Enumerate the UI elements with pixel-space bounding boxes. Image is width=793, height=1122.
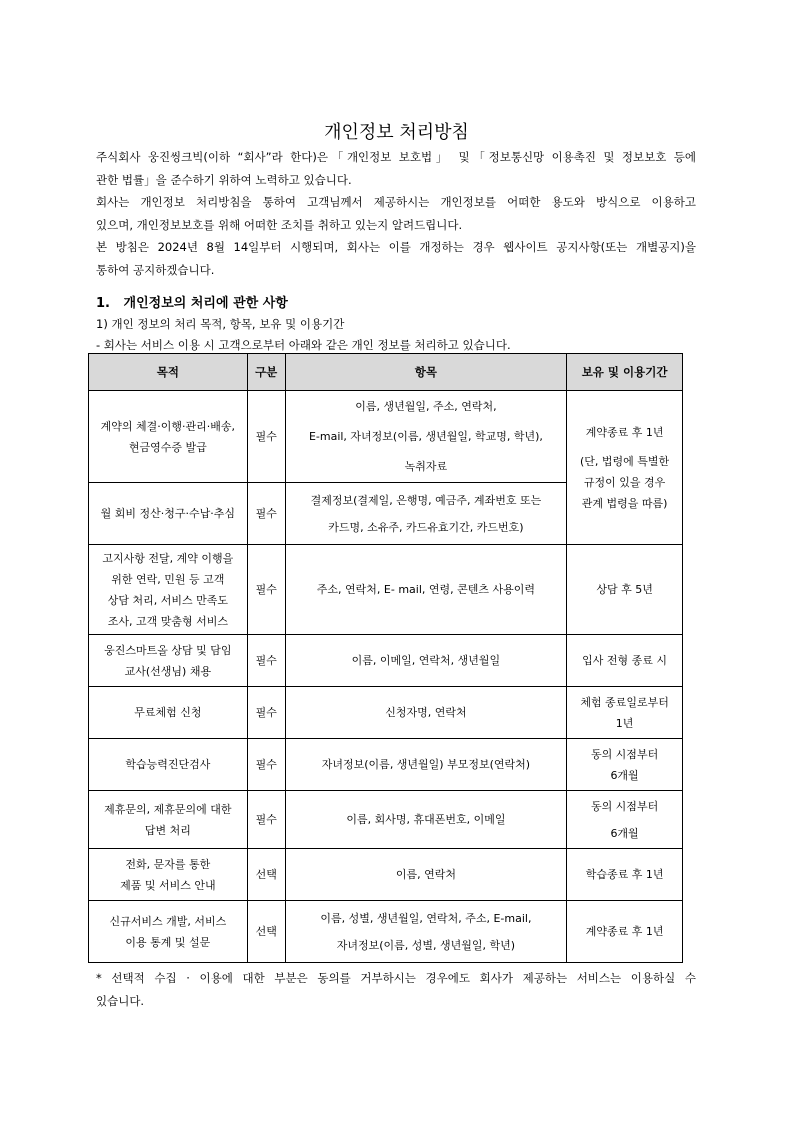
items-cell: 주소, 연락처, E- mail, 연령, 콘텐츠 사용이력 bbox=[285, 545, 566, 635]
table-row bbox=[89, 687, 683, 739]
cell-line: 규정이 있을 경우 bbox=[583, 475, 666, 489]
cell-line: 녹취자료 bbox=[404, 460, 448, 473]
type-cell: 선택 bbox=[247, 849, 285, 901]
purpose-cell bbox=[89, 391, 248, 483]
table-row bbox=[89, 791, 683, 849]
cell-line: 6개월 bbox=[610, 768, 639, 782]
items-cell: 이름, 회사명, 휴대폰번호, 이메일 bbox=[285, 791, 566, 849]
table-row bbox=[89, 545, 683, 635]
header-items: 항목 bbox=[285, 354, 566, 391]
purpose-cell bbox=[89, 791, 248, 849]
cell-line: 동의 시점부터 bbox=[590, 747, 659, 761]
cell-line: 관계 법령을 따름) bbox=[581, 496, 668, 510]
type-cell: 필수 bbox=[247, 391, 285, 483]
type-cell: 필수 bbox=[247, 545, 285, 635]
table-row bbox=[89, 391, 683, 483]
purpose-cell bbox=[89, 901, 248, 963]
purpose-cell bbox=[89, 635, 248, 687]
items-cell: 자녀정보(이름, 생년월일) 부모정보(연락처) bbox=[285, 739, 566, 791]
table-row bbox=[89, 739, 683, 791]
footnote-line: * 선택적 수집 · 이용에 대한 부분은 동의를 거부하시는 경우에도 회사가 제공하는 서비스는 이용하실 수 bbox=[96, 971, 696, 985]
table-header-row bbox=[89, 354, 683, 391]
cell-line: 조사, 고객 맞춤형 서비스 bbox=[107, 614, 228, 628]
privacy-table bbox=[88, 353, 683, 963]
items-cell: 이름, 연락처 bbox=[285, 849, 566, 901]
cell-line: 신규서비스 개발, 서비스 bbox=[109, 914, 227, 928]
period-cell: 학습종료 후 1년 bbox=[567, 849, 683, 901]
cell-line: 계약종료 후 1년 bbox=[585, 425, 664, 439]
header-period: 보유 및 이용기간 bbox=[567, 354, 683, 391]
items-cell: 신청자명, 연락처 bbox=[285, 687, 566, 739]
cell-line: 고지사항 전달, 계약 이행을 bbox=[102, 551, 234, 565]
subsection-desc: - 회사는 서비스 이용 시 고객으로부터 아래와 같은 개인 정보를 처리하고 있습니다. bbox=[96, 338, 511, 352]
type-cell: 필수 bbox=[247, 739, 285, 791]
cell-line: 체험 종료일로부터 bbox=[580, 695, 669, 709]
intro-line: 관한 법률」을 준수하기 위하여 노력하고 있습니다. bbox=[96, 172, 352, 187]
purpose-cell: 월 회비 정산·청구·수납·추심 bbox=[89, 483, 248, 545]
purpose-cell: 무료체험 신청 bbox=[89, 687, 248, 739]
period-cell: 입사 전형 종료 시 bbox=[567, 635, 683, 687]
footnote-line: 있습니다. bbox=[96, 994, 145, 1008]
intro-line: 있으며, 개인정보보호를 위해 어떠한 조치를 취하고 있는지 알려드립니다. bbox=[96, 217, 463, 232]
cell-line: 자녀정보(이름, 성별, 생년월일, 학년) bbox=[336, 938, 516, 952]
intro-line: 회사는 개인정보 처리방침을 통하여 고객님께서 제공하시는 개인정보를 어떠한 용도와 방식으로 이용하고 bbox=[96, 195, 696, 209]
header-type: 구분 bbox=[247, 354, 285, 391]
cell-line: 결제정보(결제일, 은행명, 예금주, 계좌번호 또는 bbox=[310, 493, 542, 507]
cell-line: (단, 법령에 특별한 bbox=[579, 454, 670, 468]
cell-line: 교사(선생님) 채용 bbox=[124, 664, 212, 678]
cell-line: E-mail, 자녀정보(이름, 생년월일, 학교명, 학년), bbox=[308, 430, 543, 443]
items-cell: 이름, 이메일, 연락처, 생년월일 bbox=[285, 635, 566, 687]
intro-paragraph bbox=[96, 146, 696, 281]
header-purpose: 목적 bbox=[89, 354, 248, 391]
cell-line: 6개월 bbox=[610, 826, 639, 840]
type-cell: 필수 bbox=[247, 635, 285, 687]
intro-line: 통하여 공지하겠습니다. bbox=[96, 262, 215, 277]
type-cell: 필수 bbox=[247, 687, 285, 739]
purpose-cell: 학습능력진단검사 bbox=[89, 739, 248, 791]
cell-line: 답변 처리 bbox=[144, 823, 191, 837]
cell-line: 이름, 성별, 생년월일, 연락처, 주소, E-mail, bbox=[320, 911, 532, 925]
page-title: 개인정보 처리방침 bbox=[324, 122, 469, 143]
cell-line: 전화, 문자를 통한 bbox=[125, 857, 211, 871]
items-cell bbox=[285, 391, 566, 483]
type-cell: 필수 bbox=[247, 483, 285, 545]
period-cell bbox=[567, 391, 683, 545]
period-cell: 상담 후 5년 bbox=[567, 545, 683, 635]
cell-line: 이름, 생년월일, 주소, 연락처, bbox=[355, 400, 497, 413]
footnote bbox=[96, 967, 696, 1013]
subsection-title: 1) 개인 정보의 처리 목적, 항목, 보유 및 이용기간 bbox=[96, 317, 345, 331]
items-cell bbox=[285, 901, 566, 963]
table-row bbox=[89, 849, 683, 901]
purpose-cell bbox=[89, 849, 248, 901]
type-cell: 필수 bbox=[247, 791, 285, 849]
period-cell bbox=[567, 687, 683, 739]
cell-line: 카드명, 소유주, 카드유효기간, 카드번호) bbox=[328, 520, 524, 534]
period-cell: 계약종료 후 1년 bbox=[567, 901, 683, 963]
section-heading: 1. 개인정보의 처리에 관한 사항 bbox=[96, 296, 288, 311]
table-row bbox=[89, 901, 683, 963]
cell-line bbox=[571, 443, 678, 451]
cell-line: 동의 시점부터 bbox=[590, 799, 659, 813]
cell-line: 위한 연락, 민원 등 고객 bbox=[111, 572, 225, 586]
type-cell: 선택 bbox=[247, 901, 285, 963]
cell-line: 현금영수증 발급 bbox=[128, 440, 207, 454]
items-cell bbox=[285, 483, 566, 545]
cell-line: 이용 통계 및 설문 bbox=[125, 935, 211, 949]
cell-line: 제휴문의, 제휴문의에 대한 bbox=[104, 802, 232, 816]
table-row bbox=[89, 635, 683, 687]
period-cell bbox=[567, 739, 683, 791]
cell-line: 웅진스마트올 상담 및 담임 bbox=[104, 643, 232, 657]
cell-line: 제품 및 서비스 안내 bbox=[120, 878, 216, 892]
period-cell bbox=[567, 791, 683, 849]
intro-line: 본 방침은 2024년 8월 14일부터 시행되며, 회사는 이를 개정하는 경우 웹사이트 공지사항(또는 개별공지)을 bbox=[96, 240, 696, 254]
cell-line: 1년 bbox=[615, 716, 634, 730]
purpose-cell bbox=[89, 545, 248, 635]
cell-line: 상담 처리, 서비스 만족도 bbox=[107, 593, 228, 607]
intro-line: 주식회사 웅진씽크빅(이하 “회사”라 한다)은「개인정보 보호법」 및「정보통신망 이용촉진 및 정보보호 등에 bbox=[96, 150, 696, 164]
cell-line: 계약의 체결·이행·관리·배송, bbox=[100, 419, 236, 433]
